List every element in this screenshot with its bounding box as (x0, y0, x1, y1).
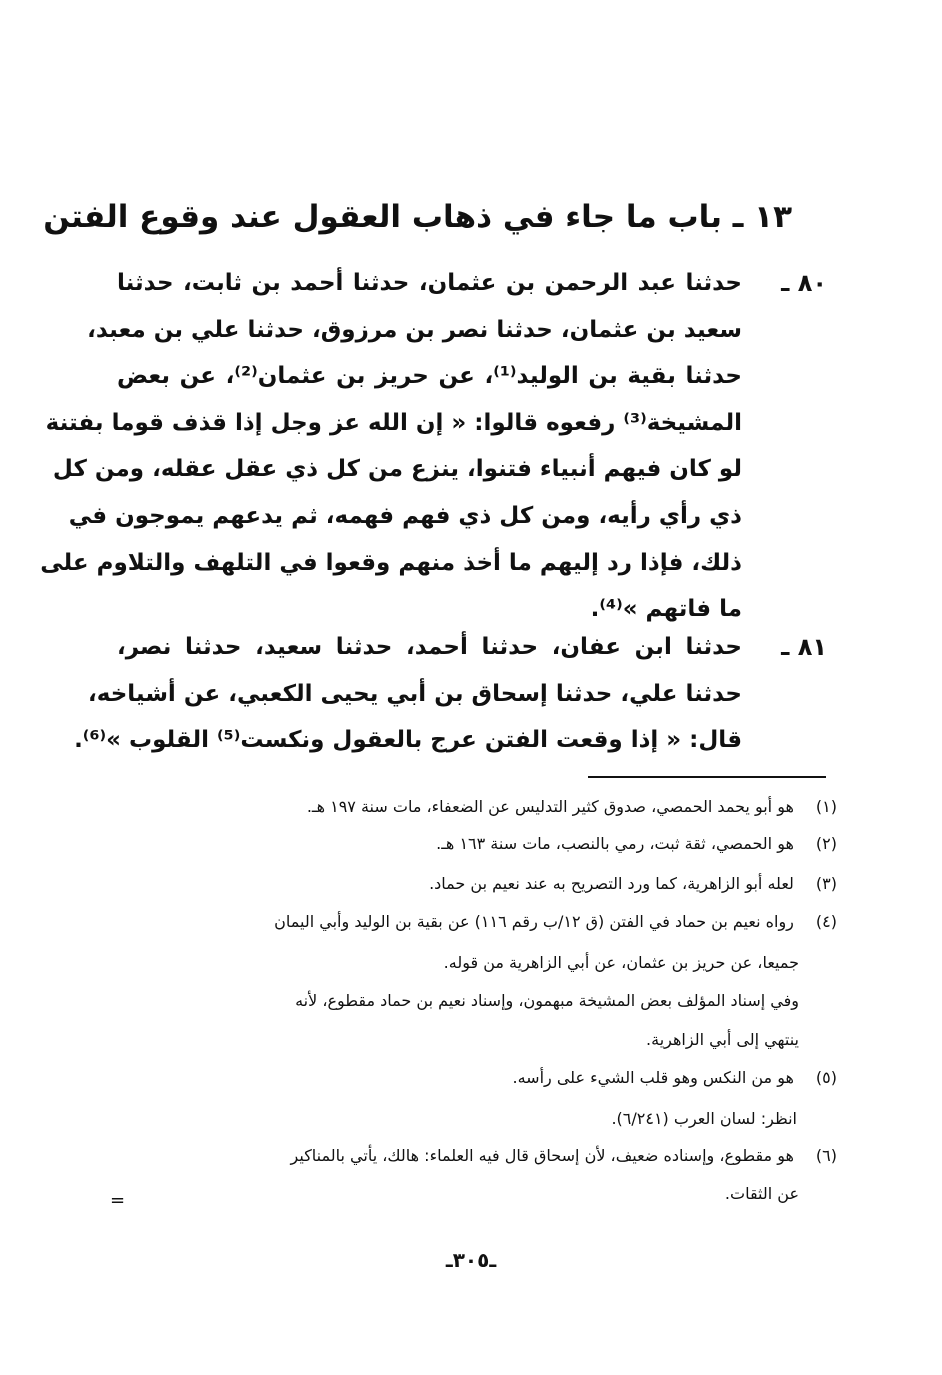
footnote-text: عن الثقات. (724, 1184, 799, 1203)
hadith-line: حدثنا عبد الرحمن بن عثمان، حدثنا أحمد بن ثابت، حدثنا (117, 270, 742, 296)
hadith-number: ٨١ ـ (781, 633, 827, 661)
footnote-4-continuation (117, 953, 837, 973)
hadith-line: حدثنا ابن عفان، حدثنا أحمد، حدثنا سعيد، حدثنا نصر، (117, 634, 742, 660)
footnote-number: (٤) (815, 912, 837, 931)
footnote-6 (117, 1146, 837, 1166)
footnote-3 (117, 874, 837, 894)
page-number: ـ٣٠٥ـ (445, 1248, 497, 1272)
footnote-number: (٥) (815, 1068, 837, 1087)
footnote-4-continuation (117, 991, 837, 1011)
footnote-4-continuation (117, 1030, 837, 1050)
footnote-5-continuation (77, 1109, 797, 1129)
hadith-line: ما فاتهم »⁽⁴⁾. (590, 596, 742, 623)
footnote-6-continuation (117, 1184, 837, 1204)
footnote-number: (٢) (815, 834, 837, 853)
hadith-number: ٨٠ ـ (781, 269, 827, 297)
footnote-1 (117, 797, 837, 817)
hadith-line: المشيخة⁽³⁾ رفعوه قالوا: « إن الله عز وجل إذا قذف قوما بفتنة (45, 409, 742, 436)
hadith-line: سعيد بن عثمان، حدثنا نصر بن مرزوق، حدثنا علي بن معبد، (87, 316, 742, 343)
hadith-line: حدثنا بقية بن الوليد⁽¹⁾، عن حريز بن عثمان⁽²⁾، عن بعض (117, 363, 742, 390)
footnote-number: (٦) (815, 1146, 837, 1165)
hadith-line: حدثنا علي، حدثنا إسحاق بن أبي يحيى الكعبي، عن أشياخه، (88, 680, 742, 707)
hadith-line: ذلك، فإذا رد إليهم ما أخذ منهم وقعوا في التلهف والتلاوم على (40, 549, 742, 576)
hadith-81 (74, 624, 827, 764)
footnote-text: هو الحمصي، ثقة ثبت، رمي بالنصب، مات سنة ١٦٣ هـ. (436, 834, 794, 853)
hadith-80 (40, 260, 827, 633)
hadith-line: قال: « إذا وقعت الفتن عرج بالعقول ونكست⁽⁵⁾ القلوب »⁽⁶⁾. (74, 727, 742, 754)
footnote-text: ينتهي إلى أبي الزاهرية. (646, 1030, 799, 1049)
footnote-text: هو من النكس وهو قلب الشيء على رأسه. (512, 1068, 794, 1087)
footnote-text: وفي إسناد المؤلف بعض المشيخة مبهمون، وإسناد نعيم بن حماد مقطوع، لأنه (295, 991, 799, 1010)
footnote-text: انظر: لسان العرب (٦/٢٤١). (611, 1109, 797, 1128)
footnote-text: هو أبو يحمد الحمصي، صدوق كثير التدليس عن الضعفاء، مات سنة ١٩٧ هـ. (306, 797, 794, 816)
hadith-line: ذي رأي رأيه، ومن كل ذي فهم فهمه، ثم يدعهم يموجون في (68, 502, 742, 529)
hadith-line: لو كان فيهم أنبياء فتنوا، ينزع من كل ذي عقل عقله، ومن كل (52, 456, 742, 483)
footnote-2 (117, 834, 837, 854)
continuation-mark: = (110, 1190, 126, 1211)
footnote-5 (117, 1068, 837, 1088)
footnote-separator (588, 776, 826, 778)
footnote-4 (117, 912, 837, 932)
chapter-title: ١٣ ـ باب ما جاء في ذهاب العقول عند وقوع الفتن (43, 199, 792, 235)
footnote-number: (٣) (815, 874, 837, 893)
footnote-text: رواه نعيم بن حماد في الفتن (ق ١٢/ب رقم ١١٦) عن بقية بن الوليد وأبي اليمان (274, 912, 794, 931)
footnote-text: جميعا، عن حريز بن عثمان، عن أبي الزاهرية من قوله. (443, 953, 799, 972)
footnote-number: (١) (815, 797, 837, 816)
footnote-text: لعله أبو الزاهرية، كما ورد التصريح به عند نعيم بن حماد. (429, 874, 794, 893)
footnote-text: هو مقطوع، وإسناده ضعيف، لأن إسحاق قال فيه العلماء: هالك، يأتي بالمناكير (290, 1146, 794, 1165)
